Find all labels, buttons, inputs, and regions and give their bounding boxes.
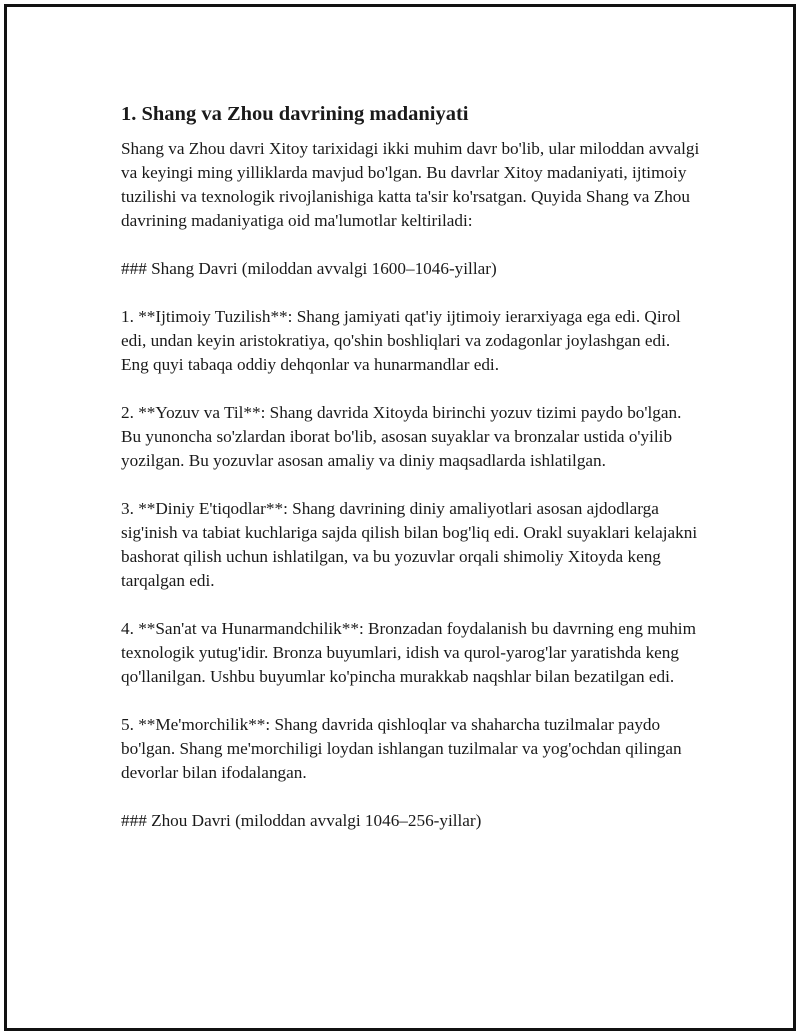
list-item-art-crafts: 4. **San'at va Hunarmandchilik**: Bronzadan foydalanish bu davrning eng muhim texnologik yutug'idir. Bronza buyumlari, idish va qurol-yarog'lar yaratishda keng qo'llanilgan. Ushbu buyumlar ko'pincha murakkab naqshlar bilan bezatilgan edi. (121, 619, 696, 686)
intro-paragraph: Shang va Zhou davri Xitoy tarixidagi ikki muhim davr bo'lib, ular miloddan avvalgi va keyingi ming yilliklarda mavjud bo'lgan. Bu davrlar Xitoy madaniyati, ijtimoiy tuzilishi va texnologik rivojlanishiga katta ta'sir ko'rsatgan. Quyida Shang va Zhou davrining madaniyatiga oid ma'lumotlar keltiriladi: (121, 139, 700, 230)
document-title: 1. Shang va Zhou davrining madaniyati (121, 103, 469, 125)
list-item-social-structure: 1. **Ijtimoiy Tuzilish**: Shang jamiyati qat'iy ijtimoiy ierarxiyaga ega edi. Qirol edi, undan keyin aristokratiya, qo'shin boshliqlari va zodagonlar joylashgan edi. Eng quyi tabaqa oddiy dehqonlar va hunarmandlar edi. (121, 307, 681, 374)
page-frame (4, 4, 796, 1031)
list-item-architecture: 5. **Me'morchilik**: Shang davrida qishloqlar va shaharcha tuzilmalar paydo bo'lgan. Shang me'morchiligi loydan ishlangan tuzilmalar va yog'ochdan qilingan devorlar bilan ifodalangan. (121, 715, 682, 782)
document-body (121, 101, 701, 857)
section-heading-shang: ### Shang Davri (miloddan avvalgi 1600–1046-yillar) (121, 259, 497, 278)
section-heading-zhou: ### Zhou Davri (miloddan avvalgi 1046–256-yillar) (121, 811, 482, 830)
list-item-writing-language: 2. **Yozuv va Til**: Shang davrida Xitoyda birinchi yozuv tizimi paydo bo'lgan. Bu yunoncha so'zlardan iborat bo'lib, asosan suyaklar va bronzalar ustida o'yilib yozilgan. Bu yozuvlar asosan amaliy va diniy maqsadlarda ishlatilgan. (121, 403, 682, 470)
list-item-religious-beliefs: 3. **Diniy E'tiqodlar**: Shang davrining diniy amaliyotlari asosan ajdodlarga sig'inish va tabiat kuchlariga sajda qilish bilan bog'liq edi. Orakl suyaklari kelajakni bashorat qilish uchun ishlatilgan, va bu yozuvlar orqali shimoliy Xitoyda keng tarqalgan edi. (121, 499, 698, 590)
